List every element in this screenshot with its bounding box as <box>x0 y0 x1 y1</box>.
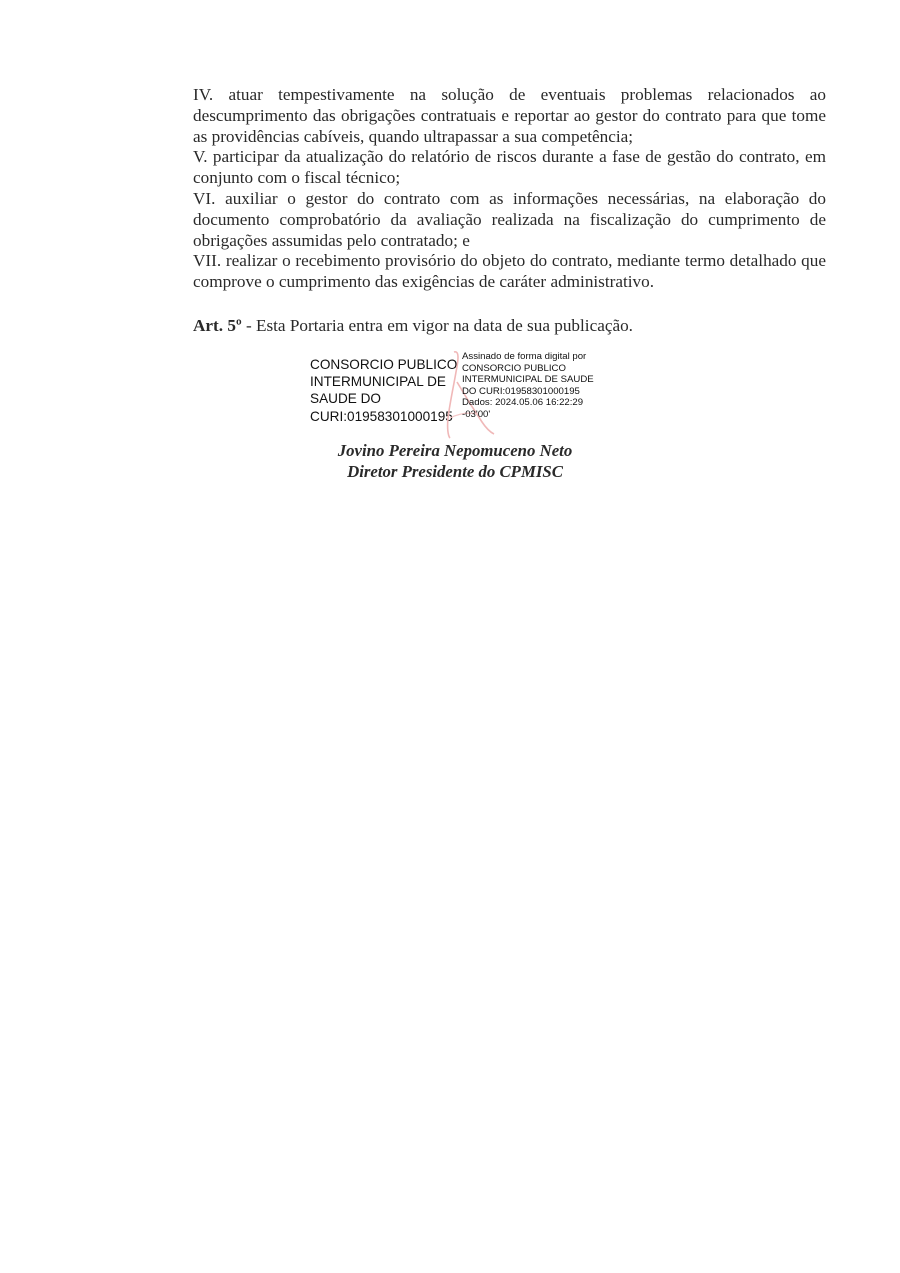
clause-list <box>193 85 826 293</box>
clause-vii: VII. realizar o recebimento provisório do objeto do contrato, mediante termo detalhado que comprove o cumprimento das exigências de caráter administrativo. <box>193 251 826 292</box>
article-label: Art. 5º <box>193 316 242 335</box>
signature-detail-line: Assinado de forma digital por <box>462 351 587 362</box>
signature-details <box>462 351 594 421</box>
signer-line: CONSORCIO PUBLICO <box>310 357 458 372</box>
signature-detail-line: INTERMUNICIPAL DE SAUDE <box>462 374 594 386</box>
signature-signer-name <box>310 356 457 425</box>
article-text: - Esta Portaria entra em vigor na data de sua publicação. <box>241 316 633 335</box>
signer-title: Diretor Presidente do CPMISC <box>347 462 563 481</box>
clause-v: V. participar da atualização do relatório de riscos durante a fase de gestão do contrato, em conjunto com o fiscal técnico; <box>193 147 826 188</box>
signature-detail-line: Dados: 2024.05.06 16:22:29 <box>462 397 584 409</box>
signature-detail-line: -03'00' <box>462 408 491 420</box>
signer-block <box>255 440 655 482</box>
signer-name: Jovino Pereira Nepomuceno Neto <box>337 441 573 460</box>
signature-detail-line: CONSORCIO PUBLICO <box>462 362 566 374</box>
signer-line: INTERMUNICIPAL DE <box>310 374 446 390</box>
digital-signature-stamp <box>310 348 630 440</box>
signer-line: CURI:01958301000195 <box>310 408 453 424</box>
clause-vi: VI. auxiliar o gestor do contrato com as informações necessárias, na elaboração do documento comprobatório da avaliação realizada na fiscalização do cumprimento de obrigações assumidas pelo contratado; e <box>193 188 826 250</box>
signature-detail-line: DO CURI:01958301000195 <box>462 385 580 397</box>
signer-line: SAUDE DO <box>310 391 382 407</box>
clause-iv: IV. atuar tempestivamente na solução de eventuais problemas relacionados ao descumprimento das obrigações contratuais e reportar ao gestor do contrato para que tome as providências cabíveis, quando ultrapassar a sua competência; <box>193 85 826 146</box>
article-5 <box>193 316 826 337</box>
